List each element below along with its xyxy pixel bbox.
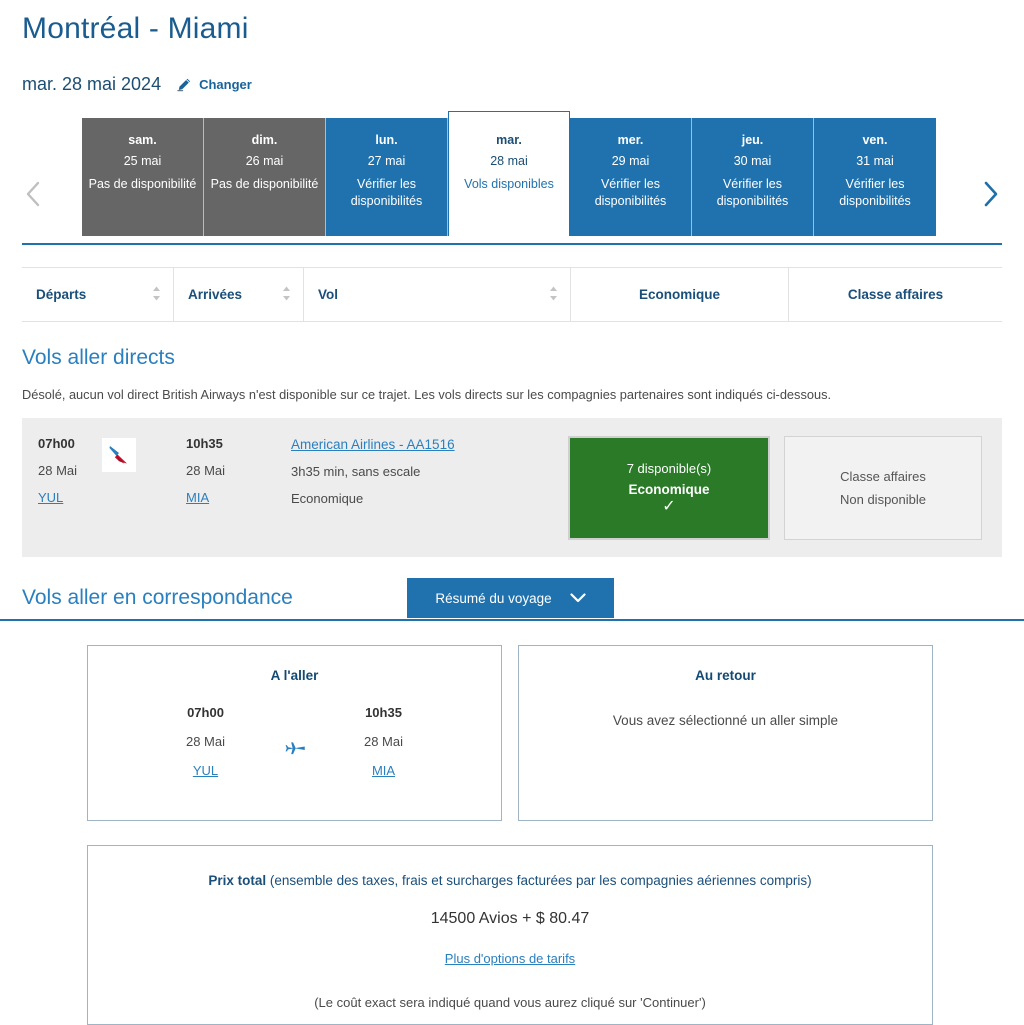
outbound-dep-time: 07h00: [187, 705, 224, 720]
fare-availability: 7 disponible(s): [626, 461, 712, 476]
fare-economique-selected[interactable]: [568, 436, 770, 540]
date-tabs: [82, 118, 942, 243]
sort-icon: [152, 285, 161, 304]
chevron-down-icon: [570, 591, 586, 606]
column-economique: [571, 268, 789, 321]
outbound-departure: [147, 705, 265, 778]
price-label-rest: (ensemble des taxes, frais et surcharges facturées par les compagnies aériennes compris): [266, 873, 812, 888]
arrival-date: 28 Mai: [186, 463, 226, 478]
column-classe-affaires: [789, 268, 1002, 321]
pencil-icon: [175, 76, 193, 94]
outbound-dep-date: 28 Mai: [185, 734, 226, 749]
date-tab-status: Pas de disponibilité: [210, 177, 319, 191]
date-tab-dow: mar.: [496, 133, 522, 147]
arrival-time: 10h35: [186, 436, 223, 451]
departure-cell: [22, 436, 102, 505]
arrival-airport-code[interactable]: MIA: [186, 490, 210, 505]
date-tab-status: Pas de disponibilité: [88, 177, 197, 191]
date-tab-status: Vols disponibles: [464, 177, 554, 191]
results-column-header: [22, 267, 1002, 322]
trip-summary-label: Résumé du voyage: [435, 590, 552, 606]
date-tab-30-mai[interactable]: [692, 118, 814, 236]
fare-classe-affaires-unavailable: [784, 436, 982, 540]
change-date-button[interactable]: [175, 76, 252, 94]
sort-icon: [282, 285, 291, 304]
summary-divider: [0, 619, 1024, 621]
column-classe-affaires-label: Classe affaires: [847, 287, 944, 302]
date-tab-27-mai[interactable]: [326, 118, 448, 236]
outbound-arrival: [325, 705, 443, 778]
date-tab-date: 31 mai: [856, 154, 894, 168]
date-tab-29-mai[interactable]: [570, 118, 692, 236]
connecting-flights-title: Vols aller en correspondance: [22, 586, 293, 609]
date-tab-dow: ven.: [862, 133, 888, 147]
date-tab-date: 30 mai: [733, 154, 772, 168]
check-icon: ✓: [662, 498, 676, 515]
date-tab-status: Vérifier les disponibilités: [839, 177, 911, 208]
date-tab-26-mai[interactable]: [204, 118, 326, 236]
departure-airport-code[interactable]: YUL: [38, 490, 64, 505]
outbound-dep-code[interactable]: YUL: [192, 763, 219, 778]
american-airlines-logo: [102, 438, 136, 472]
date-tab-date: 26 mai: [245, 154, 284, 168]
outbound-arr-date: 28 Mai: [363, 734, 404, 749]
fare-biz-status: Non disponible: [839, 492, 926, 507]
outbound-arr-code[interactable]: MIA: [371, 763, 396, 778]
airline-logo-cell: [102, 436, 186, 472]
date-tab-dow: dim.: [251, 133, 278, 147]
change-date-label: Changer: [199, 77, 252, 92]
sort-icon: [549, 285, 558, 304]
date-tab-dow: lun.: [375, 133, 398, 147]
date-tab-date: 28 mai: [490, 154, 528, 168]
column-arrivees-label: Arrivées: [188, 287, 243, 302]
price-note: (Le coût exact sera indiqué quand vous aurez cliqué sur 'Continuer'): [314, 995, 706, 1010]
flight-number-link[interactable]: American Airlines - AA1516: [291, 437, 455, 452]
date-tab-status: Vérifier les disponibilités: [594, 177, 667, 208]
column-departs[interactable]: [22, 268, 174, 321]
date-tab-31-mai[interactable]: [814, 118, 936, 236]
direct-flights-title: Vols aller directs: [22, 346, 175, 369]
column-vol-label: Vol: [318, 287, 338, 302]
date-tab-date: 29 mai: [611, 154, 650, 168]
inbound-title: Au retour: [695, 668, 756, 683]
column-economique-label: Economique: [638, 287, 720, 302]
outbound-title: A l'aller: [270, 668, 319, 683]
date-tab-date: 25 mai: [123, 154, 162, 168]
date-tab-25-mai[interactable]: [82, 118, 204, 236]
date-strip: [0, 118, 1024, 253]
column-departs-label: Départs: [36, 287, 87, 302]
more-fare-options-row: [88, 950, 932, 968]
column-vol[interactable]: [304, 268, 571, 321]
date-tab-status: Vérifier les disponibilités: [350, 177, 423, 208]
chevron-left-icon: [22, 179, 44, 214]
more-fare-options-link[interactable]: Plus d'options de tarifs: [444, 951, 576, 966]
flight-cabin: Economique: [291, 491, 364, 506]
page-title: Montréal - Miami: [22, 12, 249, 45]
trip-summary-toggle[interactable]: [407, 578, 614, 618]
inbound-message: Vous avez sélectionné un aller simple: [612, 713, 839, 728]
column-arrivees[interactable]: [174, 268, 304, 321]
flight-result-row: [22, 418, 1002, 557]
date-row: [22, 74, 252, 95]
flight-info-cell: [291, 436, 559, 506]
selected-date-text: mar. 28 mai 2024: [22, 74, 162, 94]
outbound-summary-panel: [87, 645, 502, 821]
date-tab-status: Vérifier les disponibilités: [716, 177, 789, 208]
next-dates-button[interactable]: [974, 176, 1008, 216]
price-amount: 14500 Avios + $ 80.47: [430, 910, 590, 927]
date-tab-date: 27 mai: [367, 154, 406, 168]
inbound-summary-panel: [518, 645, 933, 821]
outbound-arr-time: 10h35: [365, 705, 402, 720]
arrival-cell: [186, 436, 291, 505]
price-summary-panel: [87, 845, 933, 1025]
fare-cabin-label: Economique: [628, 482, 710, 497]
chevron-right-icon: [980, 179, 1002, 214]
flight-duration: 3h35 min, sans escale: [291, 464, 421, 479]
date-tab-dow: mer.: [617, 133, 644, 147]
date-tab-dow: sam.: [128, 133, 157, 147]
departure-time: 07h00: [38, 436, 75, 451]
price-label-row: [88, 873, 932, 888]
fare-biz-cabin-label: Classe affaires: [840, 469, 926, 484]
price-label-bold: Prix total: [208, 873, 267, 888]
date-tab-dow: jeu.: [741, 133, 764, 147]
airplane-icon: [265, 705, 325, 759]
departure-date: 28 Mai: [38, 463, 78, 478]
date-strip-underline: [22, 243, 1002, 245]
previous-dates-button[interactable]: [16, 176, 50, 216]
outbound-segment: [88, 705, 501, 778]
direct-flights-subtitle: Désolé, aucun vol direct British Airways n'est disponible sur ce trajet. Les vols directs sur les compagnies partenaires sont indiqués ci-dessous.: [22, 387, 832, 402]
date-tab-28-mai[interactable]: [448, 111, 570, 236]
